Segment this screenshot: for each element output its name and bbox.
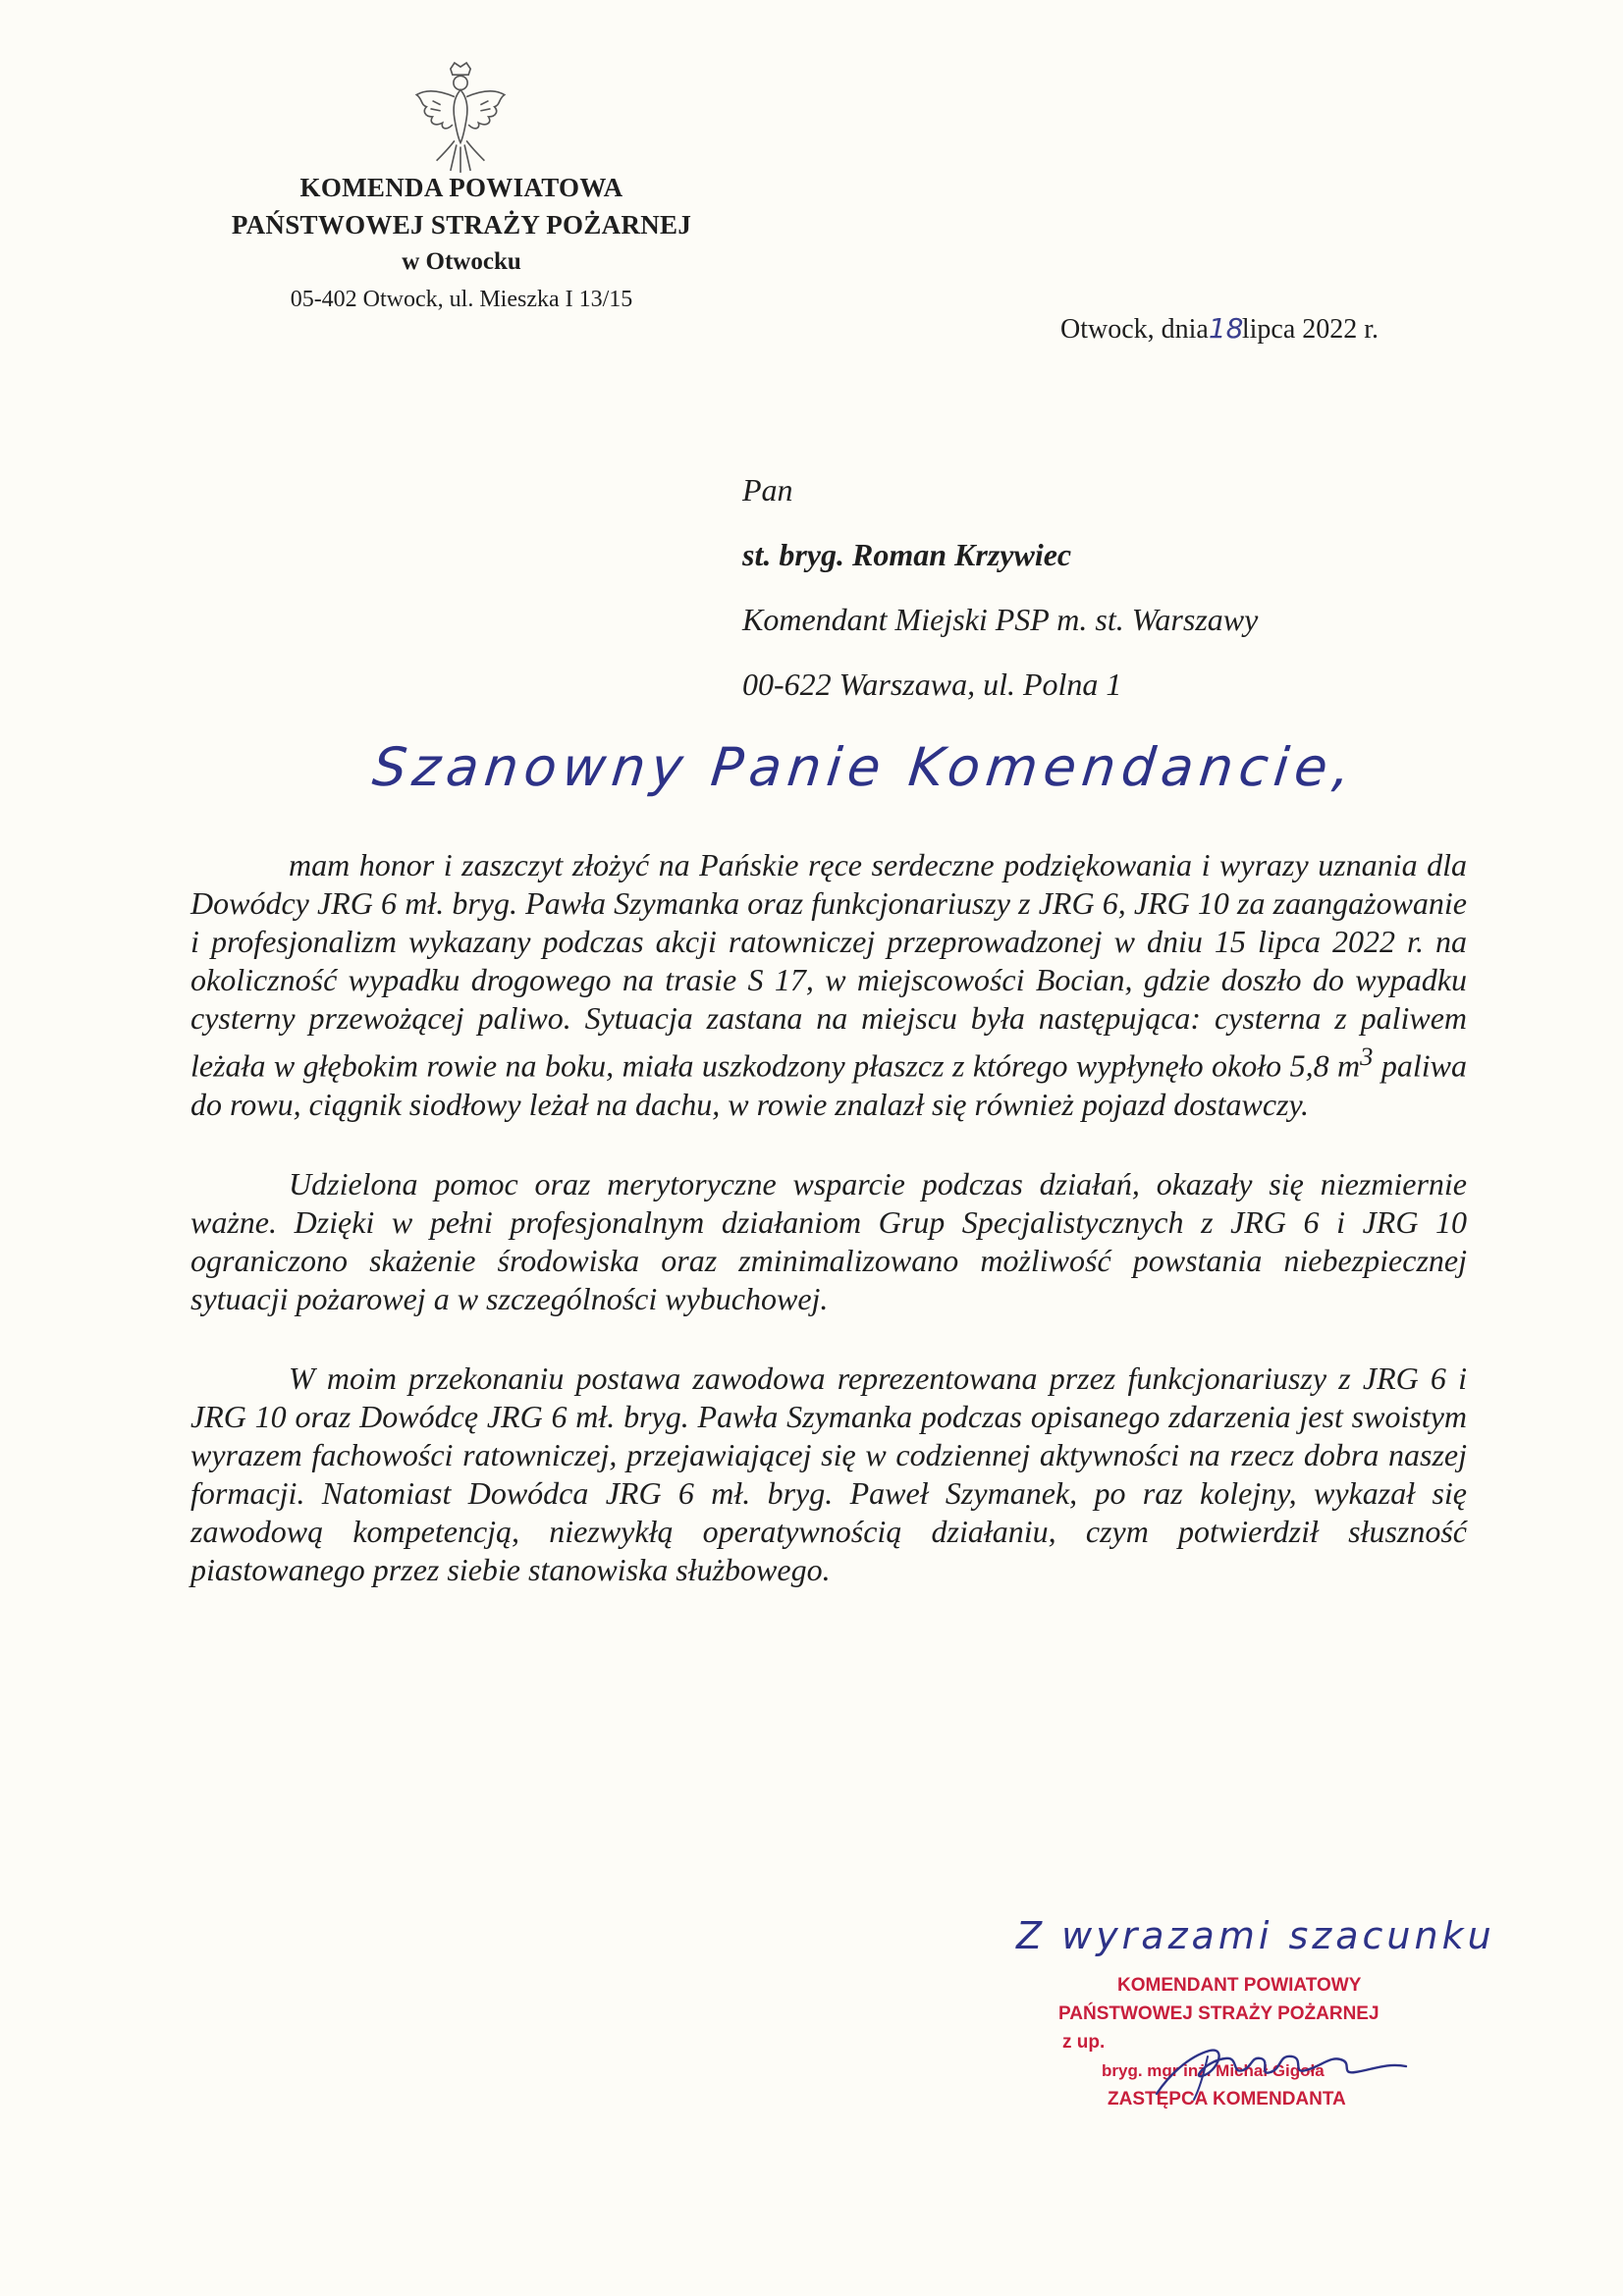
body-paragraph-3: W moim przekonaniu postawa zawodowa reprezentowana przez funkcjonariuszy z JRG 6 i JRG 10 oraz Dowódcę JRG 6 mł. bryg. Pawła Szymanka podczas opisanego zdarzenia jest swoistym wyrazem fachowości ratowniczej, przejawiającej się w codziennej aktywności na rzecz dobra naszej formacji. Natomiast Dowódca JRG 6 mł. bryg. Paweł Szymanek, po raz kolejny, wykazał się zawodową kompetencją, niezwykłą operatywnością działaniu, czym potwierdził słuszność piastowanego przez siebie stanowiska służbowego. bbox=[190, 1360, 1467, 1587]
handwritten-signature-icon bbox=[1149, 2017, 1424, 2106]
handwritten-closing: Z wyrazami szacunku bbox=[1016, 1914, 1495, 1957]
letterhead bbox=[157, 169, 766, 318]
stamp-line3: z up. bbox=[1062, 2032, 1106, 2053]
stamp-line4: bryg. mgr inż. Michał Gigoła bbox=[1102, 2061, 1325, 2080]
handwritten-salutation: Szanowny Panie Komendancie, bbox=[369, 736, 1360, 798]
letterhead-line1: KOMENDA POWIATOWA bbox=[299, 173, 623, 202]
stamp-line5: ZASTĘPCA KOMENDANTA bbox=[1108, 2089, 1346, 2109]
stamp-line1: KOMENDANT POWIATOWY bbox=[1117, 1975, 1362, 1996]
letterhead-address: 05-402 Otwock, ul. Mieszka I 13/15 bbox=[290, 287, 633, 312]
body-paragraph-1 bbox=[190, 846, 1467, 1124]
date-day-handwritten: 18 bbox=[1208, 312, 1244, 345]
letterhead-line2: PAŃSTWOWEJ STRAŻY POŻARNEJ bbox=[231, 210, 692, 240]
letterhead-line3: w Otwocku bbox=[402, 248, 521, 275]
recipient-salutation-word: Pan bbox=[742, 472, 793, 507]
body-paragraph-2: Udzielona pomoc oraz merytoryczne wsparcie podczas działań, okazały się niezmiernie ważne. Dzięki w pełni profesjonalnym działaniom Grup Specjalistycznych z JRG 6 i JRG 10 ograniczono skażenie środowiska oraz zminimalizowano możliwość powstania niebezpiecznej sytuacji pożarowej a w szczególności wybuchowej. bbox=[190, 1165, 1467, 1316]
date-suffix: lipca 2022 r. bbox=[1241, 314, 1380, 345]
recipient-name: st. bryg. Roman Krzywiec bbox=[742, 537, 1072, 572]
body-paragraph-1-superscript: 3 bbox=[1360, 1041, 1374, 1071]
date-prefix: Otwock, dnia bbox=[1060, 314, 1209, 345]
body-paragraph-1-end: paliwa do rowu, ciągnik siodłowy leżał na dachu, w rowie znalazł się również pojazd dostawczy. bbox=[190, 1047, 1468, 1122]
recipient-position: Komendant Miejski PSP m. st. Warszawy bbox=[742, 602, 1259, 637]
recipient-block bbox=[742, 457, 1258, 717]
stamp-line2: PAŃSTWOWEJ STRAŻY POŻARNEJ bbox=[1058, 2003, 1380, 2024]
body-paragraph-1-text: mam honor i zaszczyt złożyć na Pańskie ręce serdeczne podziękowania i wyrazy uznania dla Dowódcy JRG 6 mł. bryg. Pawła Szymanka oraz funkcjonariuszy z JRG 6, JRG 10 za zaangażowanie i profesjonalizm wykazany podczas akcji ratowniczej przeprowadzonej w dniu 15 lipca 2022 r. na okoliczność wypadku drogowego na trasie S 17, w miejscowości Bocian, gdzie doszło do wypadku cysterny przewożącej paliwo. Sytuacja zastana na miejscu była następująca: cysterna z paliwem leżała w głębokim rowie na boku, miała uszkodzony płaszcz z którego wypłynęło około 5,8 m bbox=[190, 847, 1467, 1084]
letter-body bbox=[190, 846, 1467, 1589]
letter-date bbox=[1060, 312, 1379, 346]
polish-eagle-emblem-icon bbox=[410, 61, 511, 177]
recipient-address: 00-622 Warszawa, ul. Polna 1 bbox=[742, 667, 1122, 702]
